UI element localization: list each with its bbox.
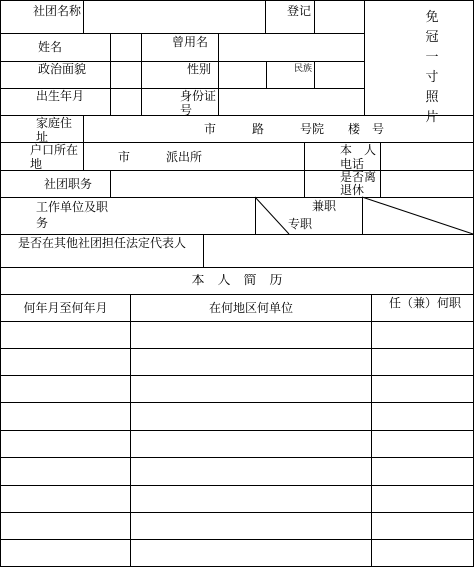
position-type-field[interactable] [363, 198, 473, 234]
photo-placeholder-label: 免冠一寸照片 [425, 10, 439, 125]
resume-col-period: 何年月至何年月 [23, 301, 108, 315]
ethnicity-field[interactable] [315, 62, 364, 88]
name-label: 姓名 [38, 40, 63, 54]
birth-date-field[interactable] [111, 89, 141, 115]
birth-date-label: 出生年月 [36, 89, 85, 103]
phone-field[interactable] [381, 143, 473, 170]
full-time-label: 专职 [288, 217, 313, 231]
legal-representative-field[interactable] [204, 235, 473, 267]
club-position-field[interactable] [111, 171, 304, 197]
legal-representative-label: 是否在其他社团担任法定代表人 [17, 236, 186, 250]
phone-label: 本 人电话 [340, 143, 377, 170]
id-number-label: 身份证号 [180, 89, 216, 115]
work-unit-label: 工作单位及职务 [36, 200, 109, 230]
table-row[interactable] [1, 376, 473, 402]
gender-label: 性别 [187, 62, 212, 76]
registration-label: 登记 [286, 4, 311, 18]
registration-field[interactable] [315, 1, 364, 33]
resume-col-position: 任（兼）何职 [388, 296, 461, 310]
political-status-label: 政治面貌 [38, 62, 87, 76]
ethnicity-label: 民族 [293, 64, 312, 74]
former-name-field[interactable] [219, 34, 364, 61]
photo-box[interactable] [365, 1, 473, 125]
political-status-field[interactable] [111, 62, 141, 88]
table-row[interactable] [1, 322, 473, 348]
club-name-label: 社团名称 [33, 4, 81, 18]
table-row[interactable] [1, 513, 473, 539]
gender-field[interactable] [219, 62, 266, 88]
name-field[interactable] [111, 34, 141, 61]
hukou-label: 户口所在地 [30, 143, 79, 170]
table-row[interactable] [1, 349, 473, 375]
retired-field[interactable] [381, 171, 473, 197]
part-time-label: 兼职 [312, 199, 337, 213]
table-row[interactable] [1, 458, 473, 485]
home-address-template: 市 路 号院 楼 号 [204, 122, 385, 136]
club-position-label: 社团职务 [44, 177, 93, 191]
work-unit-field[interactable] [117, 198, 255, 234]
id-number-field[interactable] [219, 89, 364, 115]
retired-label: 是否离退休 [340, 171, 377, 197]
table-row[interactable] [1, 431, 473, 457]
table-row[interactable] [1, 486, 473, 512]
home-address-label: 家庭住址 [36, 116, 73, 142]
resume-title: 本 人 简 历 [191, 274, 283, 288]
table-row[interactable] [1, 403, 473, 430]
resume-col-unit: 在何地区何单位 [208, 301, 293, 315]
hukou-template: 市 派出所 [118, 150, 203, 164]
former-name-label: 曾用名 [172, 35, 209, 49]
club-name-field[interactable] [84, 1, 265, 33]
